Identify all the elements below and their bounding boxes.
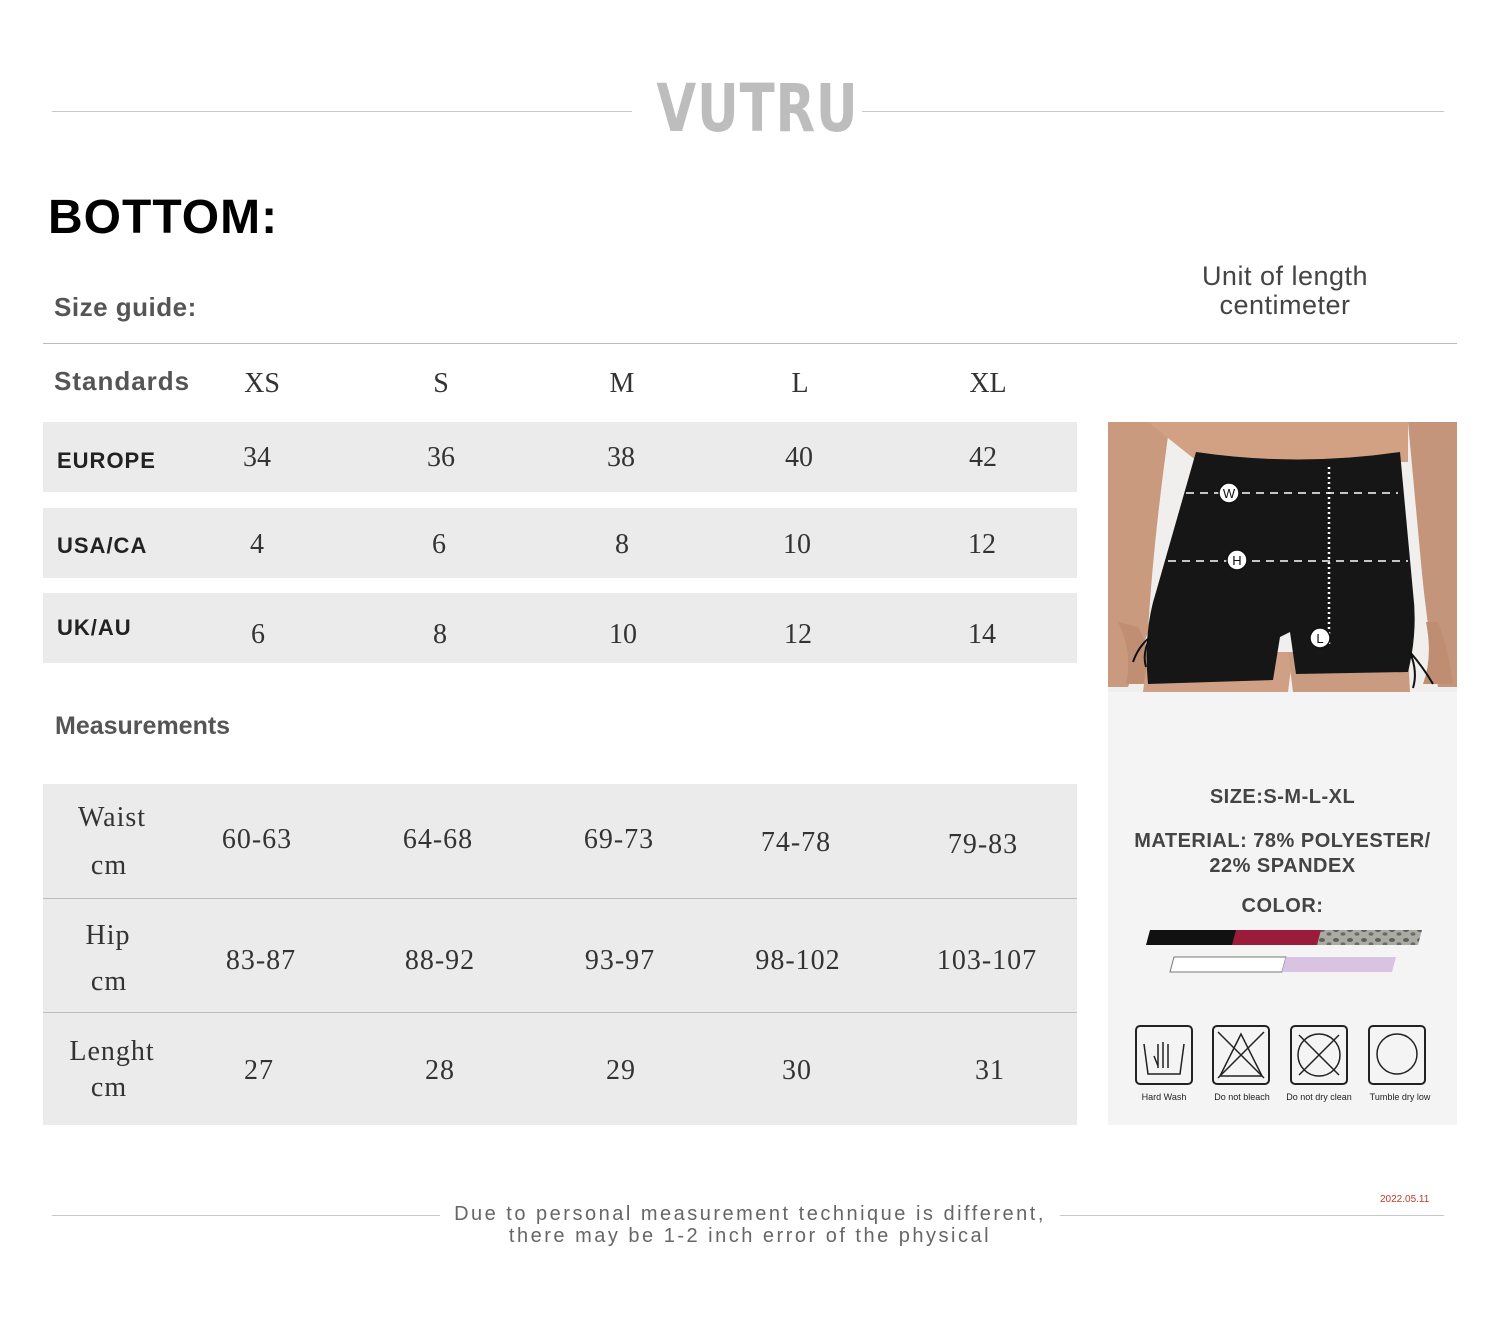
standards-label: Standards [54, 366, 191, 396]
care-label-do-not-dry-clean: Do not dry clean [1286, 1092, 1352, 1102]
cell: 40 [785, 442, 813, 473]
cell: 6 [251, 619, 265, 650]
size-range: SIZE:S-M-L-XL [1209, 786, 1356, 808]
cell: 30 [782, 1055, 812, 1086]
swatch-burgundy [1232, 930, 1323, 945]
cell: 60-63 [221, 824, 293, 855]
disclaimer-line-1: Due to personal measurement technique is different, [454, 1203, 1046, 1225]
row-divider [43, 1012, 1077, 1013]
care-label-hand-wash: Hard Wash [1141, 1092, 1187, 1102]
cell: 8 [615, 529, 629, 560]
size-header-xl: XL [969, 368, 1007, 399]
waist-marker-label: W [1222, 486, 1236, 501]
measurements-table [43, 784, 1077, 1125]
size-header-s: S [433, 368, 449, 399]
unit-line-1: Unit of length [1201, 261, 1369, 291]
tumble-dry-low-icon [1369, 1026, 1425, 1084]
date-stamp: 2022.05.11 [1380, 1194, 1430, 1205]
row-label: USA/CA [57, 533, 148, 558]
color-label: COLOR: [1241, 895, 1324, 917]
cell: 6 [432, 529, 446, 560]
brand-logo: VUTRU [656, 70, 859, 147]
cell: 29 [606, 1055, 636, 1086]
table-row-uk-au [43, 593, 1077, 663]
unit-note [1140, 262, 1430, 320]
length-unit: cm [90, 1072, 128, 1103]
swatch-black [1146, 930, 1238, 945]
cell: 4 [250, 529, 264, 560]
cell: 98-102 [755, 945, 841, 976]
length-label [43, 1034, 183, 1106]
size-header-m: M [609, 368, 635, 399]
cell: 12 [968, 529, 996, 560]
cell: 27 [244, 1055, 274, 1086]
color-swatches [1108, 927, 1457, 987]
disclaimer-line-2: there may be 1-2 inch error of the physical [508, 1225, 992, 1247]
swatch-lilac [1282, 957, 1396, 972]
cell: 12 [784, 619, 812, 650]
shorts-photo [1108, 422, 1457, 692]
swatch-leopard [1317, 930, 1422, 945]
cell: 42 [969, 442, 997, 473]
hip-name: Hip [85, 920, 131, 951]
hip-label [43, 918, 183, 1000]
cell: 10 [609, 619, 637, 650]
page-title: BOTTOM: [48, 191, 279, 244]
cell: 8 [433, 619, 447, 650]
disclaimer [440, 1203, 1060, 1247]
material-line-2: 22% SPANDEX [1209, 855, 1356, 877]
cell: 103-107 [936, 945, 1038, 976]
row-label: UK/AU [57, 615, 132, 640]
cell: 14 [968, 619, 996, 650]
row-label: EUROPE [57, 448, 156, 473]
header-rule-right [862, 111, 1444, 112]
table-row-europe [43, 422, 1077, 492]
product-panel [1108, 422, 1457, 1125]
hand-wash-icon [1136, 1026, 1192, 1084]
cell: 83-87 [225, 945, 297, 976]
size-guide-label: Size guide: [54, 292, 197, 322]
cell: 31 [975, 1055, 1005, 1086]
size-header-xs: XS [244, 368, 280, 399]
waist-unit: cm [90, 850, 128, 881]
cell: 34 [243, 442, 271, 473]
size-header-l: L [791, 368, 809, 399]
header-rule-left [52, 111, 632, 112]
hip-unit: cm [90, 966, 128, 997]
footer-rule-left [52, 1215, 440, 1216]
table-top-rule [43, 343, 1457, 344]
unit-line-2: centimeter [1219, 290, 1351, 320]
length-name: Lenght [69, 1036, 155, 1067]
cell: 74-78 [760, 827, 832, 858]
footer-rule-right [1060, 1215, 1444, 1216]
cell: 69-73 [583, 824, 655, 855]
care-icons [1108, 1022, 1457, 1092]
table-row-usa-ca [43, 508, 1077, 578]
do-not-dry-clean-icon [1291, 1026, 1347, 1084]
cell: 93-97 [584, 945, 656, 976]
measurements-title: Measurements [55, 712, 231, 740]
cell: 28 [425, 1055, 455, 1086]
row-divider [43, 898, 1077, 899]
care-label-do-not-bleach: Do not bleach [1214, 1092, 1270, 1102]
cell: 79-83 [947, 829, 1019, 860]
swatch-white [1170, 957, 1286, 972]
care-label-tumble-dry-low: Tumble dry low [1369, 1092, 1431, 1102]
material-line-1: MATERIAL: 78% POLYESTER/ [1134, 830, 1431, 852]
hip-marker-label: H [1232, 553, 1242, 568]
cell: 36 [427, 442, 455, 473]
length-marker-label: L [1316, 631, 1324, 646]
cell: 38 [607, 442, 635, 473]
waist-label [43, 800, 183, 884]
cell: 88-92 [404, 945, 476, 976]
cell: 10 [783, 529, 811, 560]
cell: 64-68 [402, 824, 474, 855]
waist-name: Waist [77, 802, 147, 833]
do-not-bleach-icon [1213, 1026, 1269, 1084]
